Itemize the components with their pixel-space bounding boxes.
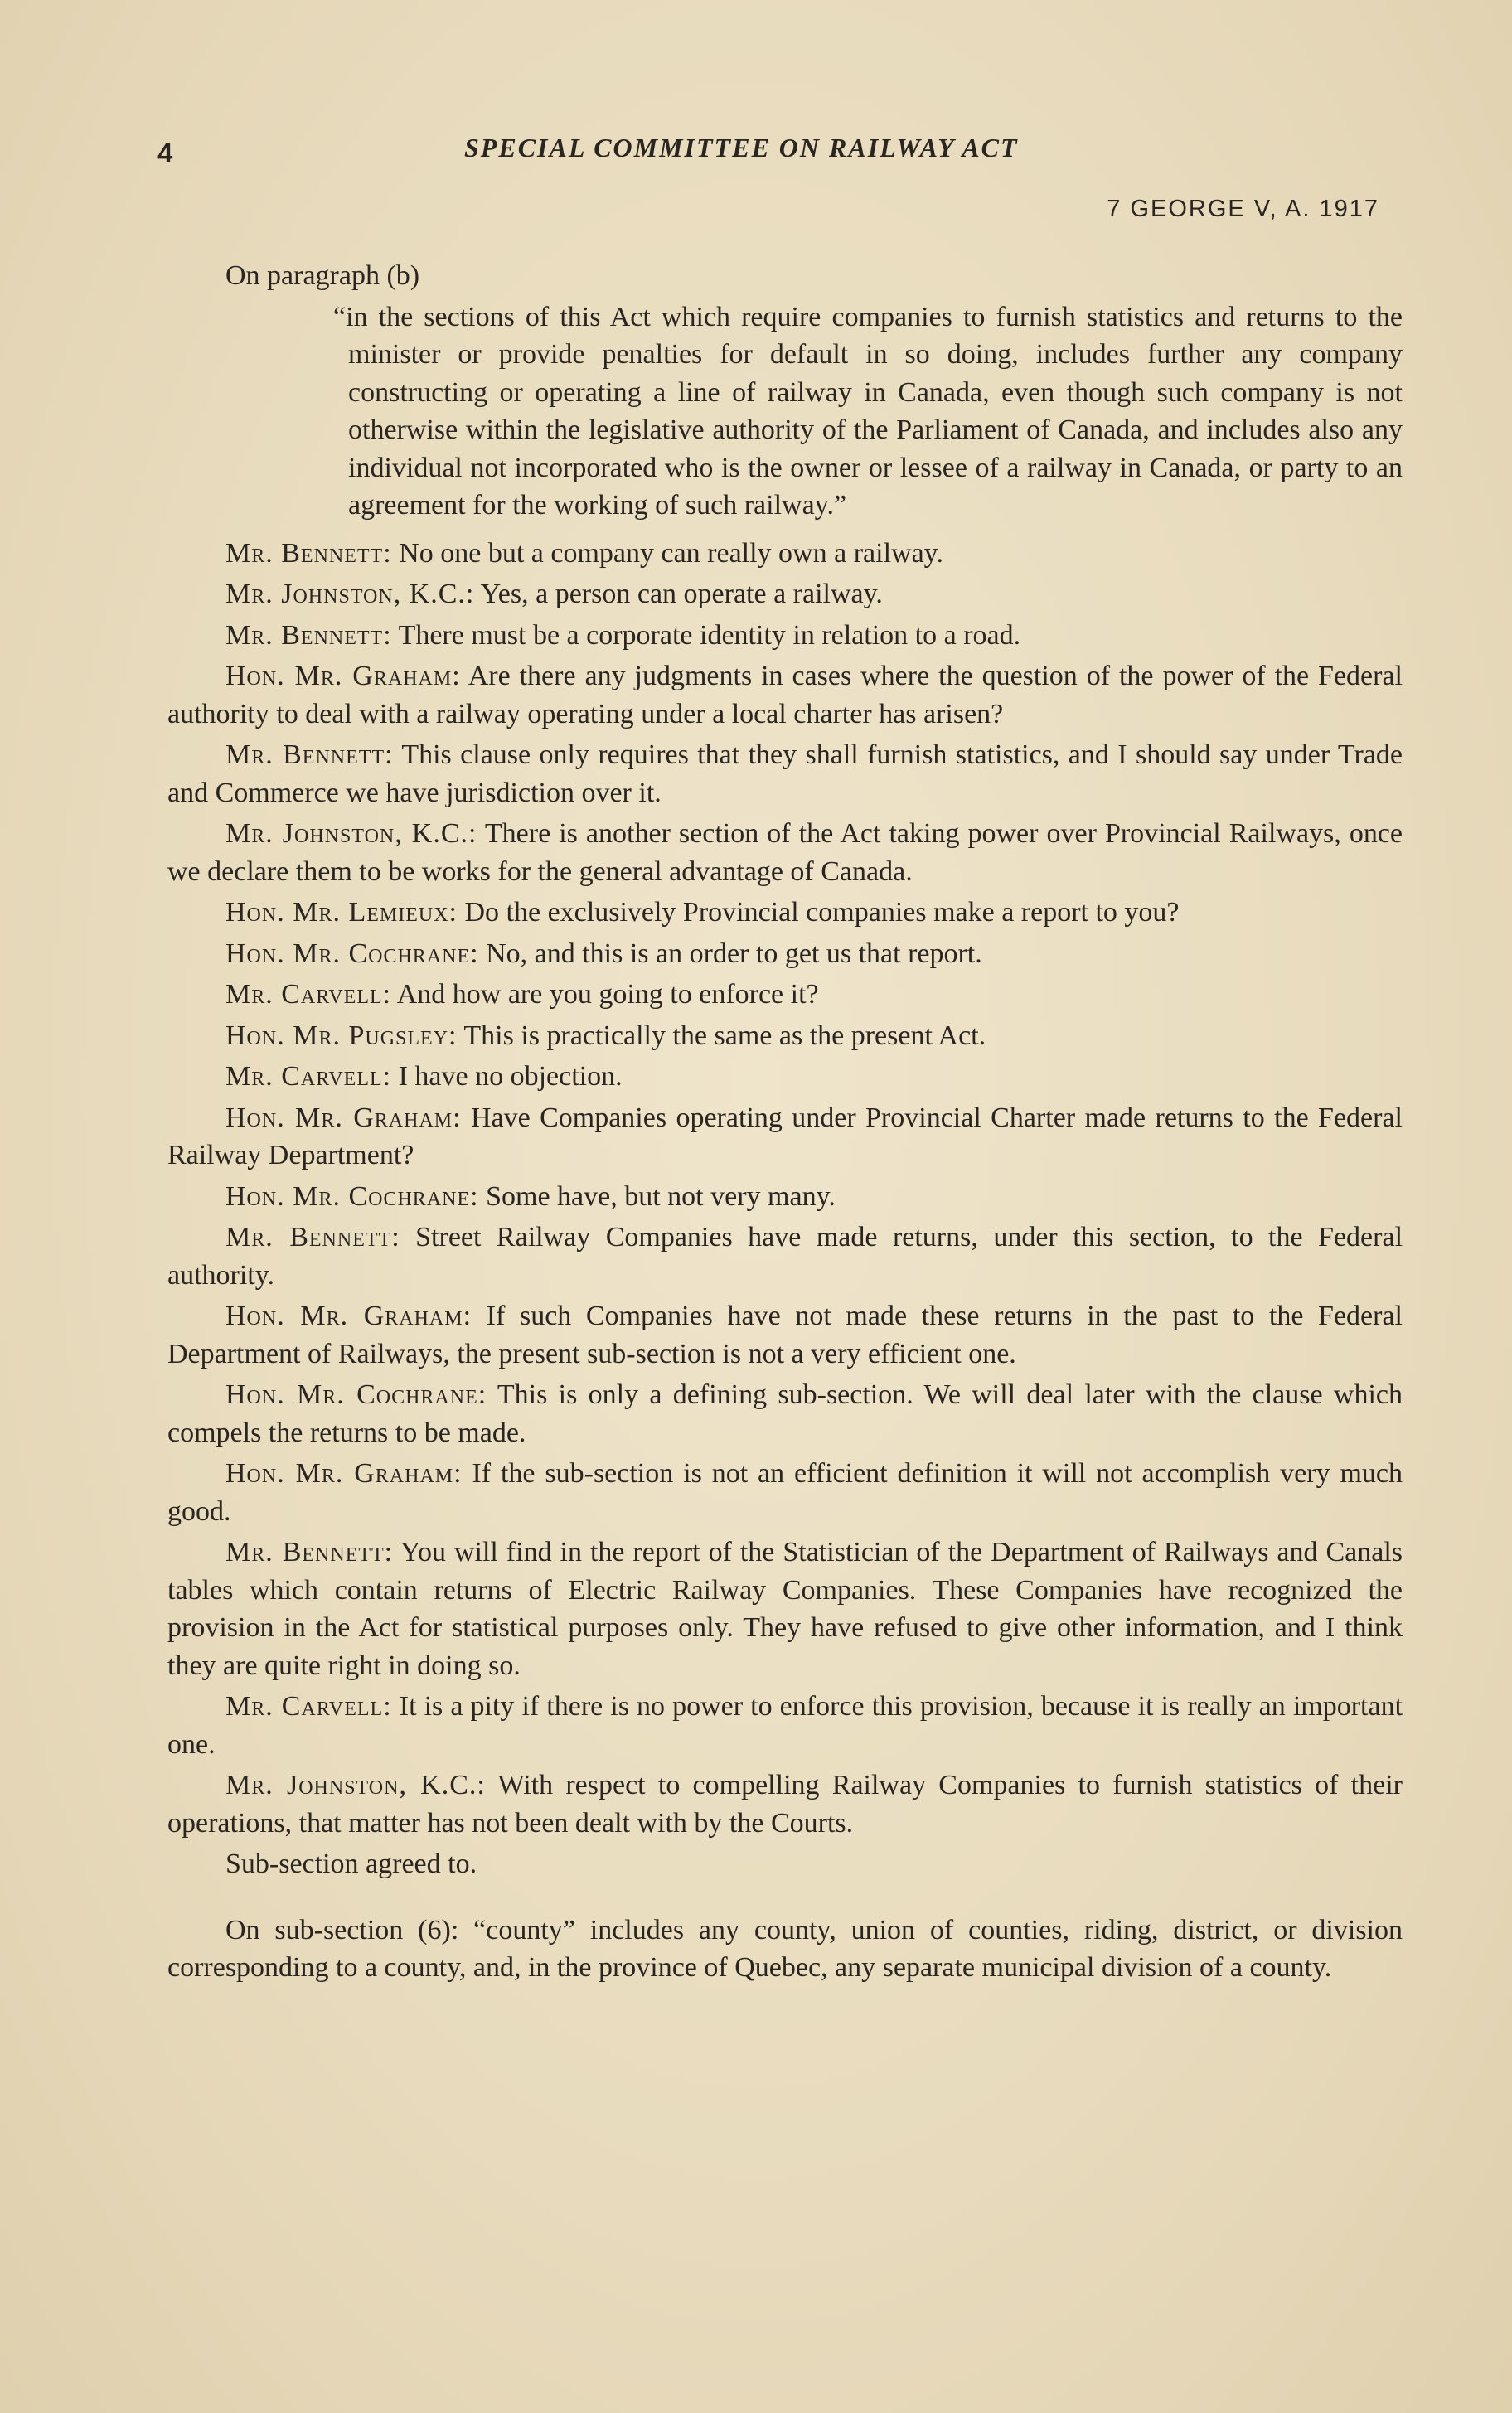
speaker-name: Mr. Carvell: <box>225 1061 392 1092</box>
exchange-paragraph <box>167 1455 1403 1530</box>
intro-paragraph: On paragraph (b) <box>225 260 420 291</box>
running-title: SPECIAL COMMITTEE ON RAILWAY ACT <box>464 133 1019 162</box>
speaker-name: Hon. Mr. Graham: <box>225 1301 472 1331</box>
exchange-paragraph <box>167 815 1403 890</box>
speaker-name: Mr. Carvell: <box>225 1691 392 1722</box>
speaker-name: Hon. Mr. Graham: <box>225 1458 463 1489</box>
speech-text: This clause only requires that they shall furnish statistics, and I should say under Trade and Commerce we have jurisdiction over it. <box>167 739 1403 808</box>
exchange-paragraph <box>167 1376 1403 1451</box>
exchange-paragraph <box>167 1058 1403 1096</box>
speech-text: This is practically the same as the present Act. <box>463 1020 986 1051</box>
speaker-name: Hon. Mr. Graham: <box>225 661 461 691</box>
exchange-paragraph <box>167 1178 1403 1216</box>
speech-text: With respect to compelling Railway Companies to furnish statistics of their operations, that matter has not been dealt with by the Courts. <box>167 1770 1403 1839</box>
exchange-paragraph <box>167 736 1403 812</box>
speaker-name: Hon. Mr. Lemieux: <box>225 897 458 928</box>
speech-text: Are there any judgments in cases where the question of the power of the Federal authority to deal with a railway operating under a local charter has arisen? <box>167 661 1403 729</box>
speech-text: There must be a corporate identity in relation to a road. <box>398 619 1021 651</box>
exchange-paragraph <box>167 657 1403 733</box>
body-text <box>167 257 1403 1990</box>
speech-text: Street Railway Companies have made returns, under this section, to the Federal authority. <box>167 1222 1403 1291</box>
speech-text: Some have, but not very many. <box>486 1180 836 1212</box>
speech-text: If such Companies have not made these returns in the past to the Federal Department of Railways, the present sub-section is not a very efficient one. <box>167 1301 1403 1369</box>
speech-text: Do the exclusively Provincial companies make a report to you? <box>464 897 1180 928</box>
exchange-paragraph <box>167 1534 1403 1684</box>
speaker-name: Hon. Mr. Pugsley: <box>225 1020 458 1051</box>
speech-text: It is a pity if there is no power to enforce this provision, because it is really an important one. <box>167 1691 1403 1760</box>
speech-text: Yes, a person can operate a railway. <box>480 579 883 609</box>
exchange-paragraph <box>167 1766 1403 1842</box>
closing-paragraph: On sub-section (6): “county” includes any county, union of counties, riding, district, or division corresponding to a county, and, in the province of Quebec, any separate municipal division of a county. <box>167 1914 1403 1983</box>
speaker-name: Mr. Bennett: <box>225 739 394 770</box>
exchange-paragraph <box>167 894 1403 932</box>
speech-text: There is another section of the Act taking power over Provincial Railways, once we declare them to be works for the general advantage of Canada. <box>167 818 1403 887</box>
agreed-paragraph: Sub-section agreed to. <box>225 1849 477 1879</box>
session-label: 7 GEORGE V, A. 1917 <box>1107 196 1379 222</box>
exchange-list <box>167 535 1403 1843</box>
exchange-paragraph <box>167 617 1403 655</box>
exchange-paragraph <box>167 1688 1403 1763</box>
speech-text: Have Companies operating under Provincial Charter made returns to the Federal Railway Department? <box>167 1102 1403 1170</box>
speaker-name: Hon. Mr. Cochrane: <box>225 1180 479 1212</box>
speech-text: No one but a company can really own a railway. <box>399 537 943 569</box>
page-number: 4 <box>158 138 173 168</box>
speaker-name: Mr. Bennett: <box>225 1222 400 1253</box>
exchange-paragraph <box>167 1099 1403 1175</box>
exchange-paragraph <box>167 1017 1403 1055</box>
exchange-paragraph <box>167 935 1403 973</box>
speaker-name: Mr. Johnston, K.C.: <box>225 579 475 609</box>
speaker-name: Hon. Mr. Cochrane: <box>225 1379 487 1410</box>
speaker-name: Mr. Johnston, K.C.: <box>225 818 477 849</box>
exchange-paragraph <box>167 1297 1403 1373</box>
speech-text: This is only a defining sub-section. We will deal later with the clause which compels the returns to be made. <box>167 1379 1403 1448</box>
speaker-name: Mr. Johnston, K.C.: <box>225 1770 486 1800</box>
speech-text: You will find in the report of the Statistician of the Department of Railways and Canals tables which contain returns of Electric Railway Companies. These Companies have recognized the provision in the Act for statistical purposes only. They have refused to give other information, and I think they are quite right in doing so. <box>167 1537 1403 1681</box>
quoted-definition: “in the sections of this Act which require companies to furnish statistics and returns to the minister or provide penalties for default in so doing, includes further any company constructing or operating a line of railway in Canada, even though such company is not otherwise within the legislative authority of the Parliament of Canada, and includes also any individual not incorporated who is the owner or lessee of a railway in Canada, or party to an agreement for the working of such railway.” <box>333 301 1403 521</box>
exchange-paragraph <box>167 535 1403 573</box>
exchange-paragraph <box>167 575 1403 613</box>
speaker-name: Mr. Carvell: <box>225 979 392 1010</box>
speaker-name: Mr. Bennett: <box>225 537 392 569</box>
speech-text: And how are you going to enforce it? <box>396 979 819 1010</box>
speech-text: I have no objection. <box>398 1061 623 1092</box>
speaker-name: Hon. Mr. Graham: <box>225 1102 462 1133</box>
exchange-paragraph <box>167 976 1403 1014</box>
speech-text: If the sub-section is not an efficient definition it will not accomplish very much good. <box>167 1458 1403 1527</box>
speech-text: No, and this is an order to get us that report. <box>486 938 982 969</box>
speaker-name: Mr. Bennett: <box>225 619 392 651</box>
speaker-name: Mr. Bennett: <box>225 1537 394 1567</box>
exchange-paragraph <box>167 1219 1403 1294</box>
speaker-name: Hon. Mr. Cochrane: <box>225 938 479 969</box>
